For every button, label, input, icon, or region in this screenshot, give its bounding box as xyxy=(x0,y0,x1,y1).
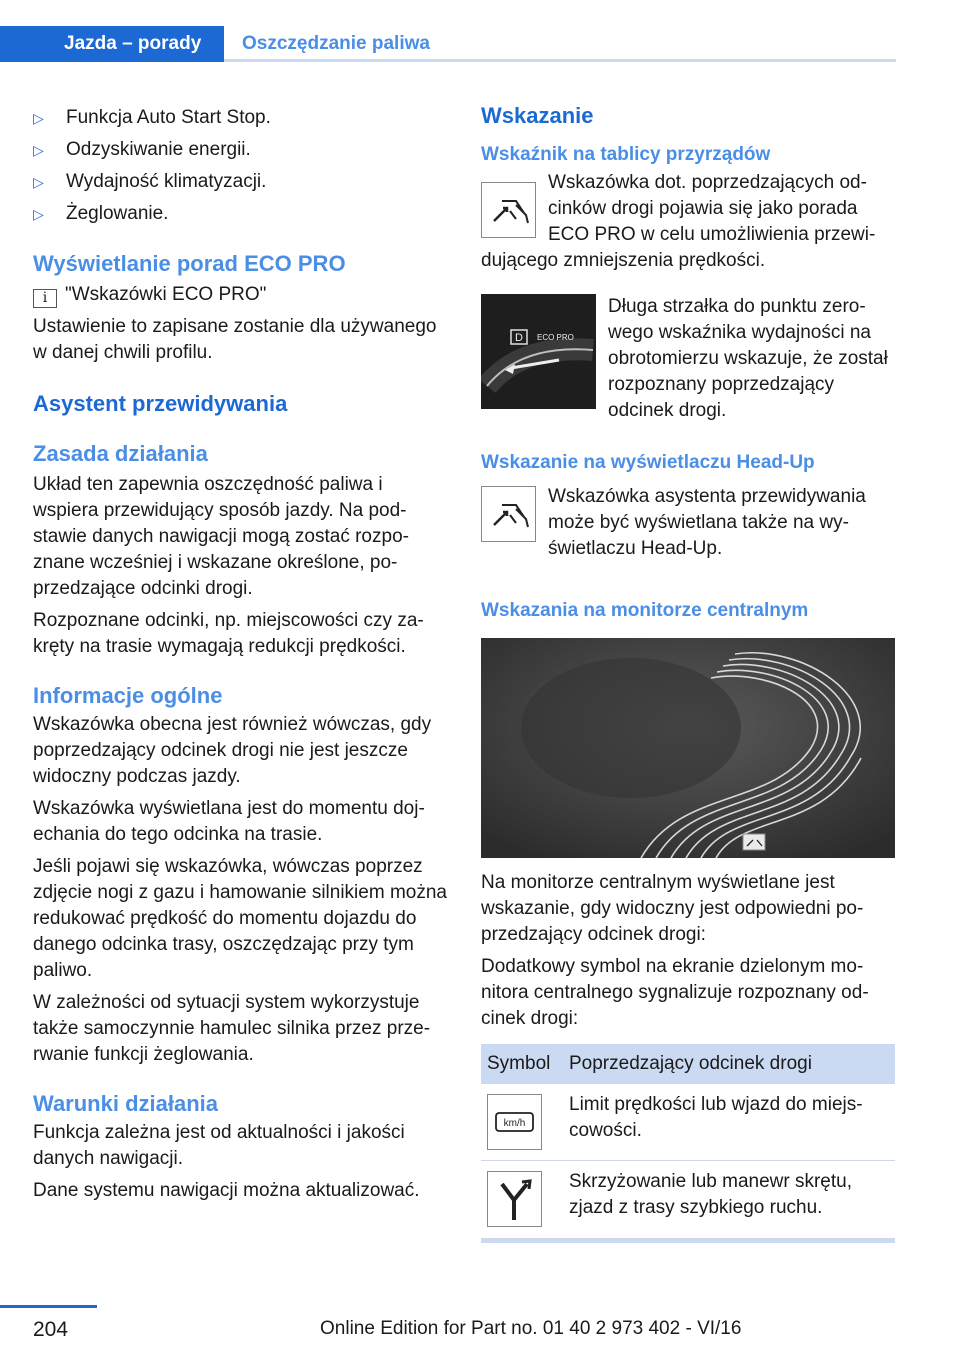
principle-paragraph-1: Układ ten zapewnia oszczędność paliwa i wspiera przewidujący sposób jazdy. Na podstawie danych nawigacji mogą zostać rozpoznane wcześniej i wskazane określone, poprzedzające odcinki drogi. xyxy=(33,474,409,599)
monitor-paragraph-2: Dodatkowy symbol na ekranie dzielonym monitora centralnego sygnalizuje rozpoznany odcinek drogi: xyxy=(481,956,869,1029)
info-icon: i xyxy=(33,289,57,308)
general-paragraph-4: W zależności od sytuacji system wykorzystuje także samoczynnie hamulec silnika przez przerwanie funkcji żeglowania. xyxy=(33,992,431,1065)
cluster-block xyxy=(481,170,895,274)
triangle-bullet-icon: ▷ xyxy=(33,206,44,222)
hud-text: Wskazówka asystenta przewidywania może być wyświetlana także na wyświetlaczu Head-Up. xyxy=(548,486,866,559)
principle-paragraph-2: Rozpoznane odcinki, np. miejscowości czy zakręty na trasie wymagają redukcji prędkości. xyxy=(33,610,424,657)
dash-text: Długa strzałka do punktu zerowego wskaźnika wydajności na obrotomierzu wskazuje, że został rozpoznany poprzedzający odcinek drogi. xyxy=(608,296,888,421)
hud-heading: Wskazanie na wyświetlaczu Head-Up xyxy=(481,452,815,473)
triangle-bullet-icon: ▷ xyxy=(33,142,44,158)
tachometer-image xyxy=(481,294,596,409)
speed-limit-icon xyxy=(487,1094,542,1150)
left-column xyxy=(33,100,447,1204)
assistant-heading: Asystent przewidywania xyxy=(33,391,288,416)
footer-rule xyxy=(0,1305,97,1308)
triangle-bullet-icon: ▷ xyxy=(33,110,44,126)
table-row xyxy=(481,1084,895,1160)
eco-pro-heading: Wyświetlanie porad ECO PRO xyxy=(33,251,346,276)
general-paragraph-3: Jeśli pojawi się wskazówka, wówczas poprzez zdjęcie nogi z gazu i hamowanie silnikiem można redukować prędkość do momentu dojazdu do danego odcinka trasy, oszczędzając przy tym paliwo. xyxy=(33,856,447,981)
speed-limit-symbol-label: km/h xyxy=(503,1118,526,1129)
conditions-paragraph-2: Dane systemu nawigacji można aktualizować. xyxy=(33,1180,420,1201)
principle-heading: Zasada działania xyxy=(33,441,208,466)
general-heading: Informacje ogólne xyxy=(33,683,223,708)
table-cell-description: Skrzyżowanie lub manewr skrętu, zjazd z trasy szybkiego ruchu. xyxy=(563,1160,895,1238)
conditions-paragraph-1: Funkcja zależna jest od aktualności i jakości danych nawigacji. xyxy=(33,1122,405,1169)
monitor-heading: Wskazania na monitorze centralnym xyxy=(481,600,809,621)
list-item: ▷ Funkcja Auto Start Stop. xyxy=(33,102,447,134)
display-heading: Wskazanie xyxy=(481,103,594,128)
dash-block xyxy=(481,294,895,424)
section-tab: Jazda – porady xyxy=(0,26,224,62)
topic-tab: Oszczędzanie paliwa xyxy=(242,33,430,54)
edition-text: Online Edition for Part no. 01 40 2 973 402 - VI/16 xyxy=(320,1318,742,1339)
table-header-row xyxy=(481,1044,895,1084)
table-header-symbol: Symbol xyxy=(481,1044,563,1084)
symbol-table xyxy=(481,1044,895,1239)
table-header-description: Poprzedzający odcinek drogi xyxy=(563,1044,895,1084)
junction-icon xyxy=(487,1171,542,1227)
anticipation-icon xyxy=(481,182,536,238)
conditions-heading: Warunki działania xyxy=(33,1091,219,1116)
general-paragraph-1: Wskazówka obecna jest również wówczas, gdy poprzedzający odcinek drogi nie jest jeszcze widoczny podczas jazdy. xyxy=(33,714,432,787)
feature-list xyxy=(33,102,447,230)
table-bottom-rule xyxy=(481,1239,895,1243)
anticipation-icon xyxy=(481,486,536,542)
eco-pro-text: Ustawienie to zapisane zostanie dla używanego w danej chwili profilu. xyxy=(33,316,437,363)
table-cell-symbol xyxy=(481,1160,563,1238)
hud-block xyxy=(481,484,895,562)
list-item: ▷ Żeglowanie. xyxy=(33,198,447,230)
cluster-heading: Wskaźnik na tablicy przyrządów xyxy=(481,144,771,165)
dash-gear-label: D xyxy=(515,332,523,344)
right-column xyxy=(481,100,895,1243)
list-item: ▷ Wydajność klimatyzacji. xyxy=(33,166,447,198)
triangle-bullet-icon: ▷ xyxy=(33,174,44,190)
eco-pro-info: i "Wskazówki ECO PRO" xyxy=(33,282,447,308)
page-header xyxy=(0,0,960,62)
central-monitor-image xyxy=(481,638,895,858)
table-cell-symbol xyxy=(481,1084,563,1160)
page-number: 204 xyxy=(33,1318,69,1341)
dash-eco-pro-label: ECO PRO xyxy=(537,333,574,342)
header-rule xyxy=(224,59,896,62)
cluster-text: Wskazówka dot. poprzedzających odcinków drogi pojawia się jako porada ECO PRO w celu umożliwienia przewidującego zmniejszenia prędkości. xyxy=(481,172,876,271)
list-item: ▷ Odzyskiwanie energii. xyxy=(33,134,447,166)
table-row xyxy=(481,1160,895,1238)
table-cell-description: Limit prędkości lub wjazd do miejscowości. xyxy=(563,1084,895,1160)
general-paragraph-2: Wskazówka wyświetlana jest do momentu dojechania do tego odcinka na trasie. xyxy=(33,798,425,845)
monitor-paragraph-1: Na monitorze centralnym wyświetlane jest wskazanie, gdy widoczny jest odpowiedni poprzedzający odcinek drogi: xyxy=(481,872,864,945)
